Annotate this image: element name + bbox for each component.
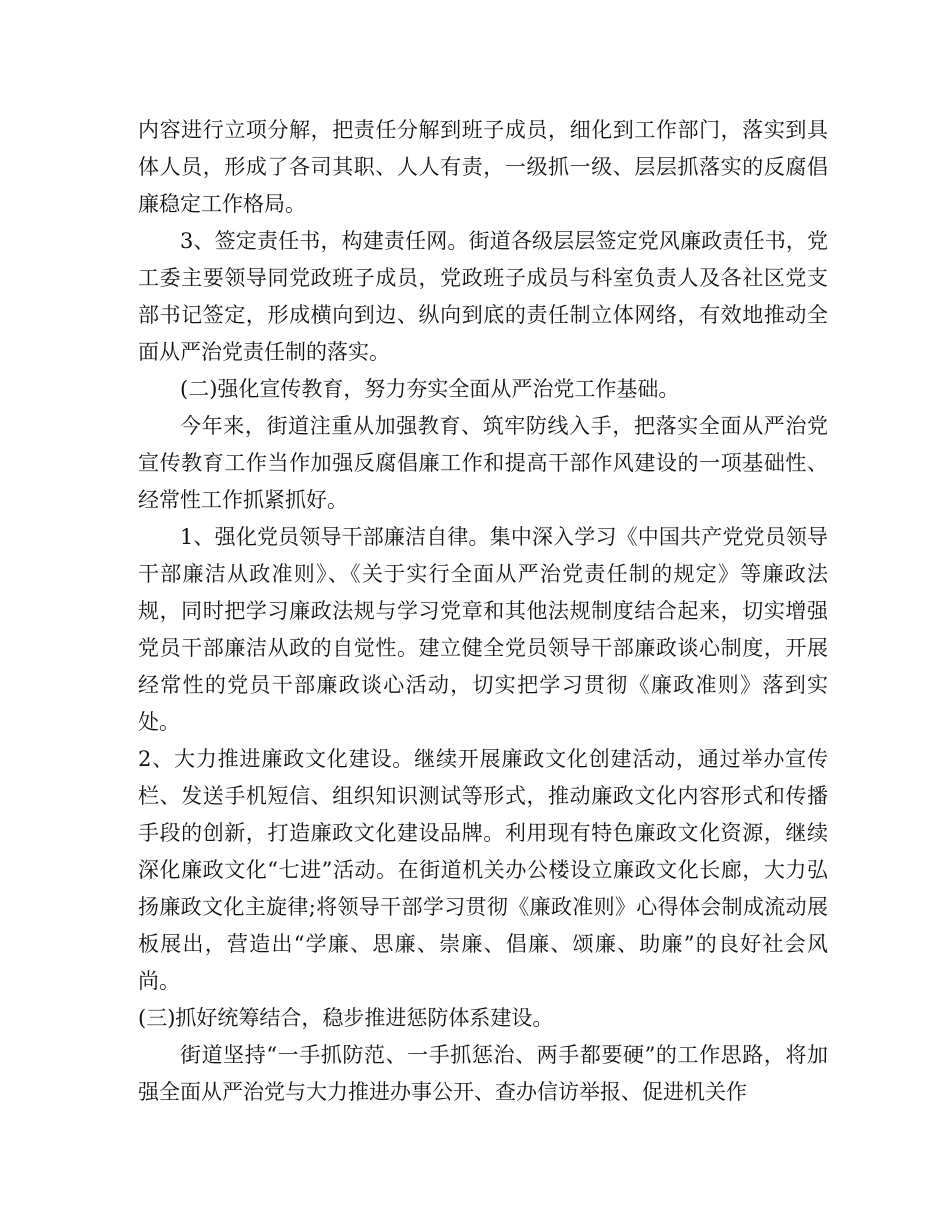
section-heading-2: (二)强化宣传教育，努力夯实全面从严治党工作基础。	[180, 377, 680, 401]
paragraph-intro: 今年来，街道注重从加强教育、筑牢防线入手，把落实全面从严治党宣传教育工作当作加强反腐倡廉工作和提高干部作风建设的一项基础性、经常性工作抓紧抓好。	[138, 414, 828, 512]
paragraph-item-3: 3、签定责任书，构建责任网。街道各级层层签定党风廉政责任书，党工委主要领导同党政班子成员，党政班子成员与科室负责人及各社区党支部书记签定，形成横向到边、纵向到底的责任制立体网络，有效地推动全面从严治党责任制的落实。	[138, 229, 828, 364]
paragraph-continuation: 内容进行立项分解，把责任分解到班子成员，细化到工作部门，落实到具体人员，形成了各司其职、人人有责，一级抓一级、层层抓落实的反腐倡廉稳定工作格局。	[138, 118, 828, 216]
paragraph-approach: 街道坚持“一手抓防范、一手抓惩治、两手都要硬”的工作思路，将加强全面从严治党与大力推进办事公开、查办信访举报、促进机关作	[138, 1043, 828, 1104]
paragraph-item-2: 2、大力推进廉政文化建设。继续开展廉政文化创建活动，通过举办宣传栏、发送手机短信、组织知识测试等形式，推动廉政文化内容形式和传播手段的创新，打造廉政文化建设品牌。利用现有特色廉政文化资源，继续深化廉政文化“七进”活动。在街道机关办公楼设立廉政文化长廊，大力弘扬廉政文化主旋律;将领导干部学习贯彻《廉政准则》心得体会制成流动展板展出，营造出“学廉、思廉、崇廉、倡廉、颂廉、助廉”的良好社会风尚。	[138, 747, 828, 993]
paragraph-item-1: 1、强化党员领导干部廉洁自律。集中深入学习《中国共产党党员领导干部廉洁从政准则》、《关于实行全面从严治党责任制的规定》等廉政法规，同时把学习廉政法规与学习党章和其他法规制度结合起来，切实增强党员干部廉洁从政的自觉性。建立健全党员领导干部廉政谈心制度，开展经常性的党员干部廉政谈心活动，切实把学习贯彻《廉政准则》落到实处。	[138, 525, 828, 734]
section-heading-3: (三)抓好统筹结合，稳步推进惩防体系建设。	[138, 1006, 554, 1030]
document-body	[138, 112, 828, 1111]
